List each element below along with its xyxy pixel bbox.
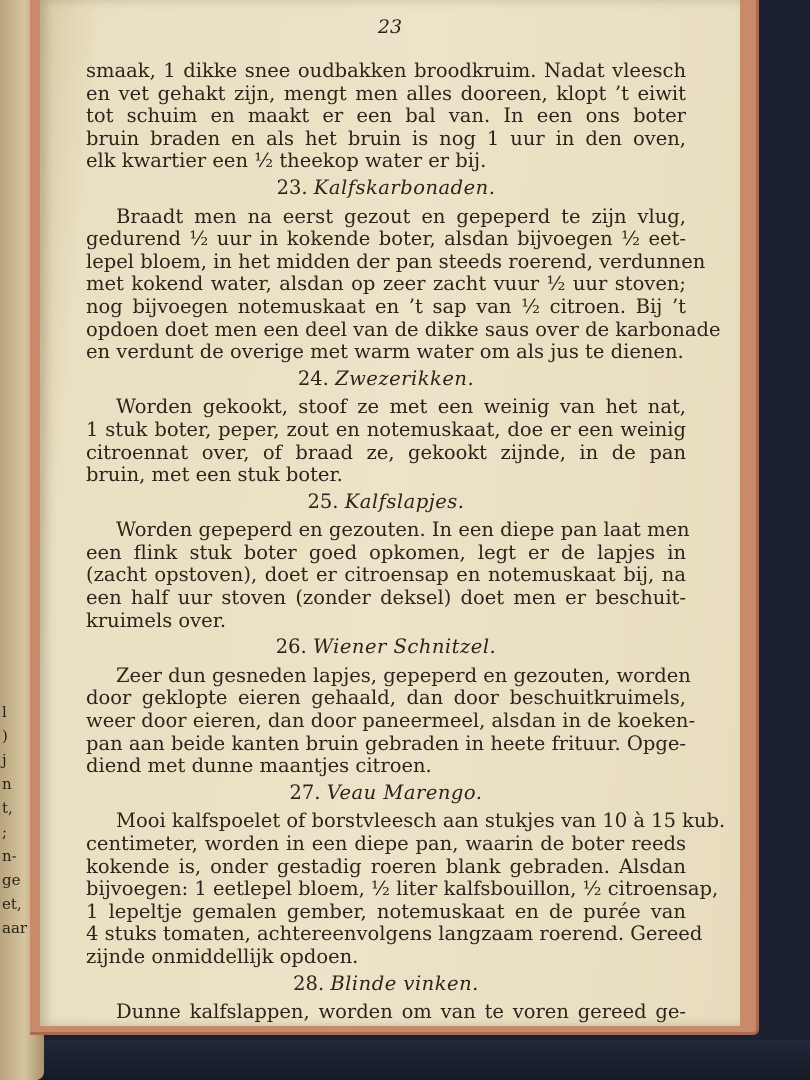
text-line: 1 lepeltje gemalen gember, notemuskaat en de purée van xyxy=(86,899,686,923)
recipe-heading xyxy=(86,491,686,514)
text-line: 1 stuk boter, peper, zout en notemuskaat, doe er een weinig xyxy=(86,417,686,441)
left-fragment: et, xyxy=(2,895,22,913)
recipe-title: Veau Marengo. xyxy=(326,780,483,804)
recipe-title: Blinde vinken. xyxy=(330,971,479,995)
text-line: gedurend ½ uur in kokende boter, alsdan bijvoegen ½ eet- xyxy=(86,227,686,251)
recipe-text xyxy=(86,396,686,486)
table-background xyxy=(0,1040,810,1080)
page-content xyxy=(86,59,726,1024)
left-fragment: n- xyxy=(2,847,17,865)
recipe-number: 28. xyxy=(293,971,325,995)
left-fragment: j xyxy=(2,751,7,769)
text-line: smaak, 1 dikke snee oudbakken broodkruim. Nadat vleesch xyxy=(86,59,686,82)
recipe-heading xyxy=(86,973,686,996)
recipe-number: 25. xyxy=(307,489,339,513)
text-line: lepel bloem, in het midden der pan steeds roerend, verdunnen xyxy=(86,249,706,273)
recipe-title: Kalfskarbonaden. xyxy=(313,175,496,199)
text-line: nog bijvoegen notemuskaat en ’t sap van ½ citroen. Bij ’t xyxy=(86,294,686,318)
text-line: centimeter, worden in een diepe pan, waarin de boter reeds xyxy=(86,832,686,855)
text-line: Dunne kalfslappen, worden om van te voren gereed ge- xyxy=(116,1000,686,1024)
recipe-text xyxy=(86,204,721,364)
left-fragment: ) xyxy=(2,727,8,745)
recipe-number: 24. xyxy=(297,366,329,390)
recipe-heading xyxy=(86,368,686,391)
text-line: en vet gehakt zijn, mengt men alles dooreen, klopt ’t eiwit xyxy=(86,81,686,105)
text-line: een flink stuk boter goed opkomen, legt er de lapjes in xyxy=(86,540,686,564)
book-page xyxy=(40,0,740,1026)
text-line: kruimels over. xyxy=(86,608,227,632)
left-fragment: ; xyxy=(2,823,8,841)
text-line: opdoen doet men een deel van de dikke saus over de karbonade xyxy=(86,317,721,341)
left-fragment: l xyxy=(2,703,7,721)
text-line: kokende is, onder gestadig roeren blank gebraden. Alsdan xyxy=(86,854,686,878)
text-line: zijnde onmiddellijk opdoen. xyxy=(86,944,359,968)
text-line: bruin braden en als het bruin is nog 1 uur in den oven, xyxy=(86,126,686,150)
text-line: en verdunt de overige met warm water om als jus te dienen. xyxy=(86,340,684,364)
text-line: 4 stuks tomaten, achtereenvolgens langzaam roerend. Gereed xyxy=(86,922,703,946)
left-fragment: n xyxy=(2,775,12,793)
text-line: Worden gepeperd en gezouten. In een diepe pan laat men xyxy=(116,518,690,542)
left-fragment: ge xyxy=(2,871,21,889)
recipe-text xyxy=(86,663,696,778)
recipe-text xyxy=(86,518,690,632)
recipe-heading xyxy=(86,177,686,200)
recipe-heading xyxy=(86,636,686,659)
text-line: tot schuim en maakt er een bal van. In een ons boter xyxy=(86,104,686,128)
recipe-title: Kalfslapjes. xyxy=(344,489,465,513)
recipe-number: 23. xyxy=(276,175,308,199)
text-line: Zeer dun gesneden lapjes, gepeperd en gezouten, worden xyxy=(116,663,691,687)
text-line: bruin, met een stuk boter. xyxy=(86,463,343,487)
recipe-heading xyxy=(86,782,686,805)
text-line: diend met dunne maantjes citroen. xyxy=(86,754,432,778)
text-line: Braadt men na eerst gezout en gepeperd te zijn vlug, xyxy=(116,204,686,228)
left-fragment: aar xyxy=(2,919,28,937)
text-line: (zacht opstoven), doet er citroensap en notemuskaat bij, na xyxy=(86,563,686,587)
text-line: Worden gekookt, stoof ze met een weinig van het nat, xyxy=(116,395,686,419)
text-line: Mooi kalfspoelet of borstvleesch aan stukjes van 10 à 15 kub. xyxy=(116,809,726,833)
recipe-title: Wiener Schnitzel. xyxy=(312,635,497,659)
recipe-number: 26. xyxy=(275,635,307,659)
recipe-title: Zwezerikken. xyxy=(335,366,475,390)
text-line: weer door eieren, dan door paneermeel, alsdan in de koeken- xyxy=(86,709,696,733)
text-line: met kokend water, alsdan op zeer zacht vuur ½ uur stoven; xyxy=(86,272,686,296)
intro-paragraph xyxy=(86,60,686,173)
text-line: bijvoegen: 1 eetlepel bloem, ½ liter kalfsbouillon, ½ citroensap, xyxy=(86,877,719,901)
page-number: 23 xyxy=(377,16,403,38)
text-line: pan aan beide kanten bruin gebraden in heete frituur. Opge- xyxy=(86,731,686,755)
text-line: elk kwartier een ½ theekop water er bij. xyxy=(86,149,487,173)
text-line: citroennat over, of braad ze, gekookt zijnde, in de pan xyxy=(86,440,686,464)
left-fragment: t, xyxy=(2,799,13,817)
recipe-number: 27. xyxy=(289,780,321,804)
text-line: een half uur stoven (zonder deksel) doet men er beschuit- xyxy=(86,586,686,610)
text-line: door geklopte eieren gehaald, dan door beschuitkruimels, xyxy=(86,686,686,710)
recipe-text xyxy=(86,1001,686,1024)
recipe-text xyxy=(86,809,726,968)
